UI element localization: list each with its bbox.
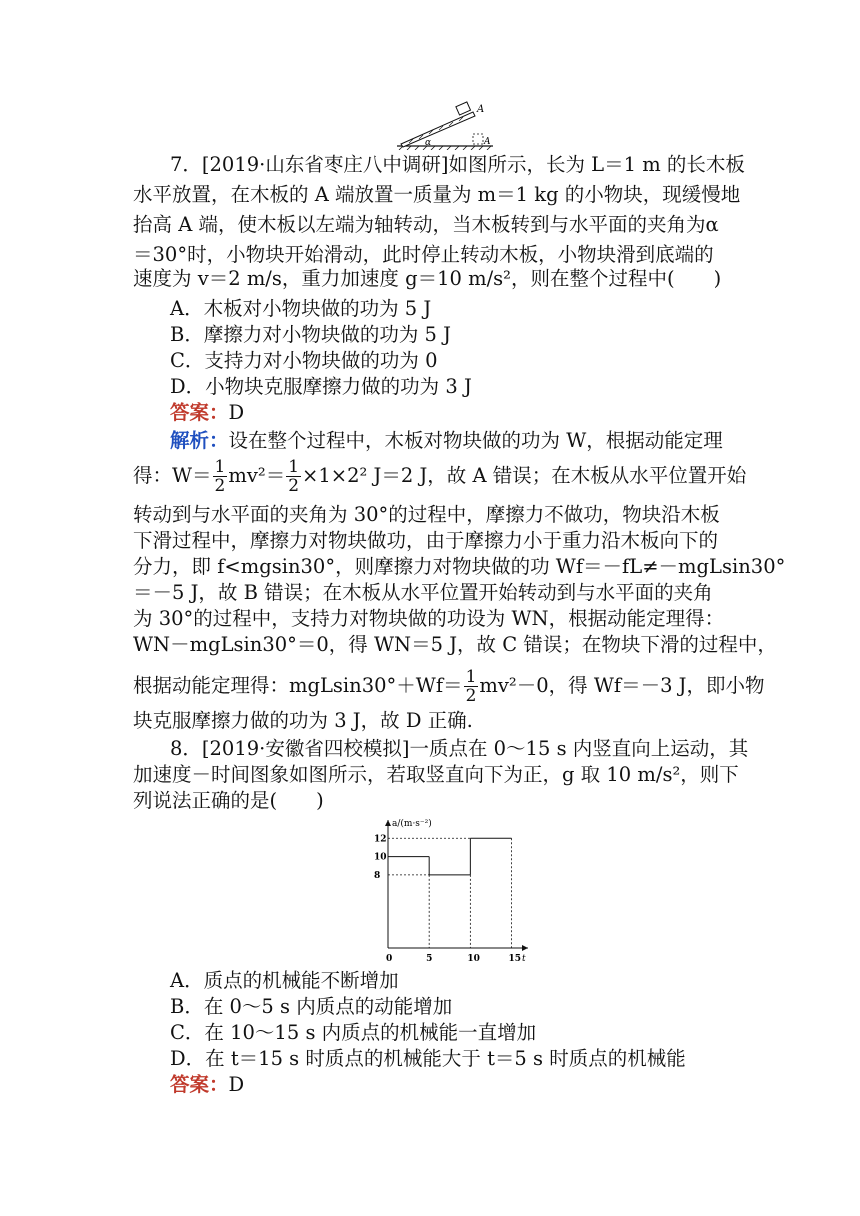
x-tick-label: 15 [508,954,522,964]
q8-choice-a: A．质点的机械能不断增加 [170,969,399,992]
q8-line-2: 加速度－时间图象如图所示，若取竖直向下为正，g 取 10 m/s²，则下 [133,763,739,786]
q7-choice-d: D．小物块克服摩擦力做的功为 3 J [170,375,472,398]
eq2-pre: 根据动能定理得：mgLsin30°＋Wf＝ [133,674,463,697]
q7-analysis-line: 下滑过程中，摩擦力对物块做功，由于摩擦力小于重力沿木板向下的 [133,529,719,552]
x-tick-label: 10 [467,954,480,964]
q7-analysis-label: 解析： [170,429,229,452]
frac-num: 1 [288,457,300,477]
q8-answer-label: 答案： [170,1073,229,1096]
y-tick-label: 10 [374,852,387,863]
q8-line-3: 列说法正确的是( ) [133,789,324,812]
q7-line-5: 速度为 v＝2 m/s，重力加速度 g＝10 m/s²，则在整个过程中( ) [133,267,722,290]
q7-choice-b: B．摩擦力对小物块做的功为 5 J [170,323,451,346]
q7-choice-c: C．支持力对小物块做的功为 0 [170,349,438,372]
incline-figure [395,100,495,150]
q7-equation-line [133,457,747,496]
frac-den: 2 [288,476,300,496]
eq-pre: 得：W＝ [133,464,212,487]
eq-post: ×1×2² J＝2 J，故 A 错误；在木板从水平位置开始 [302,464,747,487]
q7-analysis-line: ＝－5 J，故 B 错误；在木板从水平位置开始转动到与水平面的夹角 [133,581,713,604]
q7-analysis-first [170,428,770,454]
eq2-post: mv²－0，得 Wf＝－3 J，即小物 [479,674,765,697]
frac-den: 2 [214,476,226,496]
fraction-half [464,668,479,705]
q7-analysis-line: 分力，即 f<mgsin30°，则摩擦力对物块做的功 Wf＝－fL≠－mgLsin30° [133,555,786,578]
frac-num: 1 [214,457,226,477]
q8-line-1: 8．[2019·安徽省四校模拟]一质点在 0～15 s 内竖直向上运动，其 [170,737,749,760]
figure-label-alpha: α [425,138,432,148]
x-axis-arrow [522,945,528,951]
fraction-half [213,458,228,495]
q7-answer-value: D [228,401,245,424]
q7-answer [170,400,770,426]
q7-analysis-line: WN－mgLsin30°＝0，得 WN＝5 J，故 C 错误；在物块下滑的过程中， [133,633,777,656]
q7-analysis-line: 为 30°的过程中，支持力对物块做的功设为 WN，根据动能定理得： [133,607,725,630]
acceleration-time-chart [360,814,535,964]
q8-choice-b: B．在 0～5 s 内质点的动能增加 [170,995,453,1018]
y-axis-label: a/(m·s⁻²) [392,819,432,829]
q7-answer-label: 答案： [170,401,229,424]
x-tick-label: 5 [426,954,433,964]
eq-mid: mv²＝ [228,464,286,487]
x-axis-label: t [522,954,526,964]
figure-label-a-top: A [477,104,485,115]
q7-analysis-text: 设在整个过程中，木板对物块做的功为 W，根据动能定理 [228,429,723,452]
q7-line-1: 7．[2019·山东省枣庄八中调研]如图所示，长为 L＝1 m 的长木板 [170,153,745,176]
frac-den: 2 [465,686,477,706]
q8-answer-value: D [228,1073,245,1096]
q7-analysis-last: 块克服摩擦力做的功为 3 J，故 D 正确. [133,709,473,732]
figure-label-a-bottom: A [484,137,491,147]
q7-equation-line-2 [133,667,765,706]
q7-line-2: 水平放置，在木板的 A 端放置一质量为 m＝1 kg 的小物块，现缓慢地 [133,183,741,206]
q8-choice-d: D．在 t＝15 s 时质点的机械能大于 t＝5 s 时质点的机械能 [170,1047,686,1070]
q7-line-3: 抬高 A 端，使木板以左端为轴转动，当木板转到与水平面的夹角为α [133,213,719,236]
y-tick-label: 12 [374,834,387,845]
q8-choice-c: C．在 10～15 s 内质点的机械能一直增加 [170,1021,537,1044]
x-tick-label: 0 [386,954,393,964]
q8-answer [170,1072,770,1098]
fraction-half [286,458,301,495]
q7-line-4: ＝30°时，小物块开始滑动，此时停止转动木板，小物块滑到底端的 [133,243,714,266]
q7-choice-a: A．木板对小物块做的功为 5 J [170,297,432,320]
y-tick-label: 8 [374,870,381,881]
q7-analysis-line: 转动到与水平面的夹角为 30°的过程中，摩擦力不做功，物块沿木板 [133,503,720,526]
y-axis-arrow [385,820,391,826]
frac-num: 1 [465,667,477,687]
